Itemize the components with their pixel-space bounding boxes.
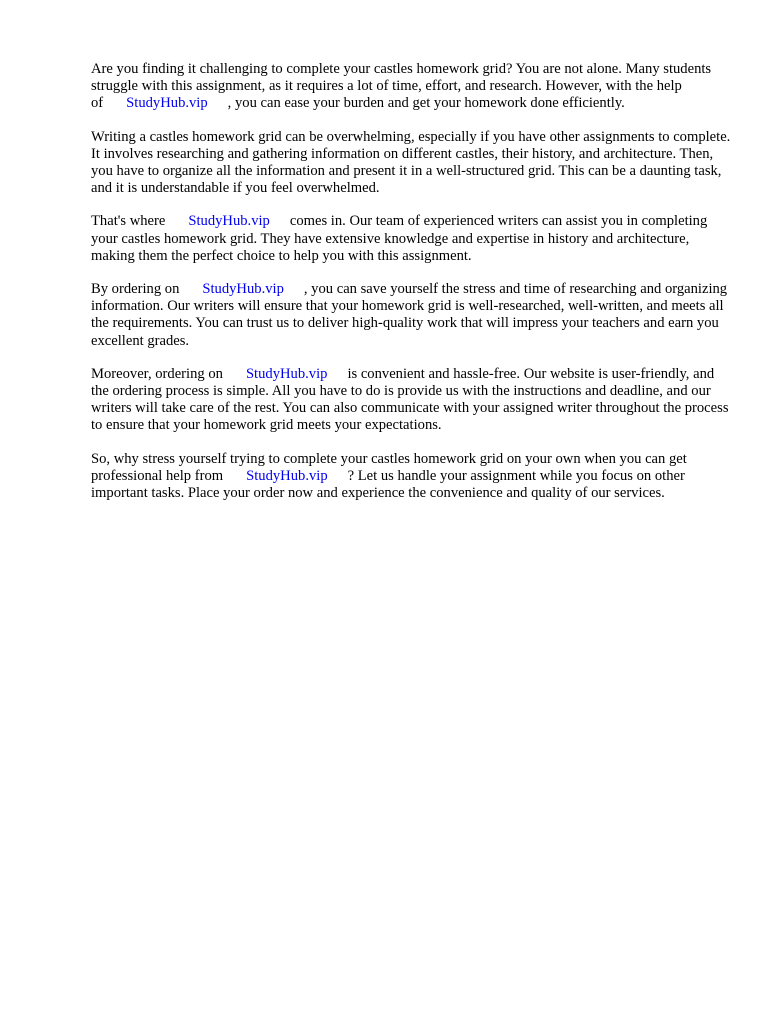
studyhub-link[interactable]: StudyHub.vip (126, 95, 208, 112)
paragraph-convenience (91, 366, 731, 435)
document-body (91, 61, 731, 518)
paragraph-text: That's where (91, 213, 166, 230)
paragraph-intro (91, 61, 731, 113)
paragraph-text: ? Let us handle your assignment while you focus on other important tasks. Place your order now and experience the convenience and quality of our services. (91, 467, 685, 502)
paragraph-text: Writing a castles homework grid can be overwhelming, especially if you have other assignments to complete. It involves researching and gathering information on different castles, their history, and architecture. Then, you have to organize all the information and present it in a well-structured grid. This can be a daunting task, and it is understandable if you feel overwhelmed. (91, 128, 731, 197)
studyhub-link[interactable]: StudyHub.vip (245, 365, 328, 382)
studyhub-link[interactable]: StudyHub.vip (188, 213, 270, 230)
paragraph-text: Moreover, ordering on (91, 365, 223, 382)
paragraph-text: is convenient and hassle-free. Our website is user-friendly, and the ordering process is simple. All you have to do is provide us with the instructions and deadline, and our writers will take care of the rest. You can also communicate with your assigned writer throughout the process to ensure that your homework grid meets your expectations. (91, 365, 729, 434)
paragraph-text: , you can ease your burden and get your homework done efficiently. (227, 95, 625, 112)
paragraph-difficulty (91, 129, 731, 198)
paragraph-team (91, 213, 731, 265)
paragraph-text: Are you finding it challenging to complete your castles homework grid? You are not alone. Many students struggle with this assignment, as it requires a lot of time, effort, and research. However, with the help of (91, 61, 712, 112)
paragraph-ordering (91, 281, 731, 350)
studyhub-link[interactable]: StudyHub.vip (246, 467, 328, 484)
paragraph-text: So, why stress yourself trying to complete your castles homework grid on your own when you can get professional help from (91, 450, 687, 484)
paragraph-text: By ordering on (91, 281, 180, 298)
studyhub-link[interactable]: StudyHub.vip (202, 281, 284, 298)
paragraph-closing (91, 451, 731, 503)
paragraph-text: comes in. Our team of experienced writers can assist you in completing your castles homework grid. They have extensive knowledge and expertise in history and architecture, making them the perfect choice to help you with this assignment. (91, 213, 708, 264)
paragraph-text: , you can save yourself the stress and time of researching and organizing information. Our writers will ensure that your homework grid is well-researched, well-written, and meets all the requirements. You can trust us to deliver high-quality work that will impress your teachers and earn you excellent grades. (91, 281, 728, 349)
